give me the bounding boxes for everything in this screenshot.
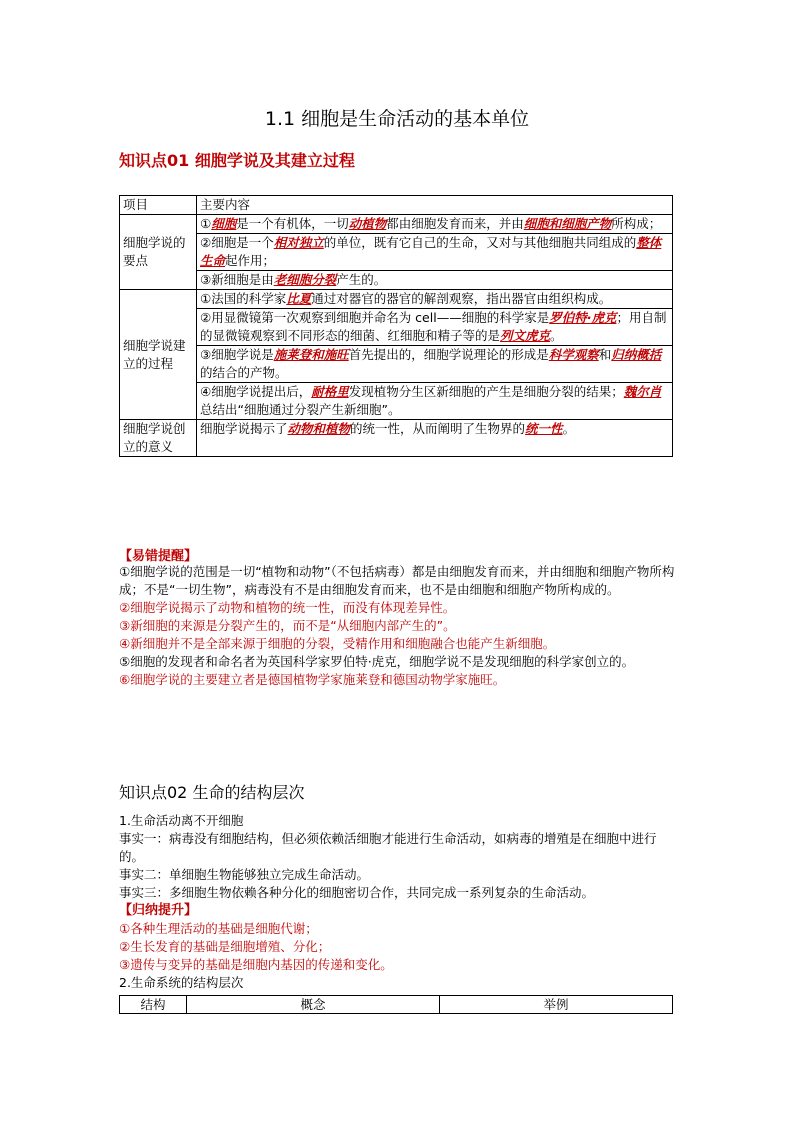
process-1: ①法国的科学家比夏通过对器官的器官的解剖观察，指出器官由组织构成。 xyxy=(197,290,673,309)
tip-item: ⑥细胞学说的主要建立者是德国植物学家施莱登和德国动物学家施旺。 xyxy=(119,672,506,687)
category-process: 细胞学说建立的过程 xyxy=(120,290,197,420)
tip-item: ③新细胞的来源是分裂产生的，而不是“从细胞内部产生的”。 xyxy=(119,618,456,633)
tip-item: ⑤细胞的发现者和命名者为英国科学家罗伯特·虎克，细胞学说不是发现细胞的科学家创立的。 xyxy=(119,654,635,669)
header-content: 主要内容 xyxy=(197,196,673,215)
summary-item: ②生长发育的基础是细胞增殖、分化； xyxy=(119,939,331,954)
point-2: ②细胞是一个相对独立的单位，既有它自己的生命，又对与其他细胞共同组成的整体生命起作用； xyxy=(197,234,673,271)
header-structure: 结构 xyxy=(120,996,187,1014)
table-row xyxy=(120,271,673,290)
section-1-heading: 知识点01 细胞学说及其建立过程 xyxy=(119,151,355,170)
category-points: 细胞学说的要点 xyxy=(120,215,197,290)
table-header-row xyxy=(120,996,673,1014)
tips-list xyxy=(119,563,675,689)
process-3: ③细胞学说是施莱登和施旺首先提出的，细胞学说理论的形成是科学观察和归纳概括的结合的产物。 xyxy=(197,346,673,383)
section-2-heading: 知识点02 生命的结构层次 xyxy=(119,783,305,802)
subheading-2: 2.生命系统的结构层次 xyxy=(119,975,244,990)
process-4: ④细胞学说提出后，耐格里发现植物分生区新细胞的产生是细胞分裂的结果；魏尔肖总结出“细胞通过分裂产生新细胞”。 xyxy=(197,383,673,420)
fact-1: 事实一：病毒没有细胞结构，但必须依赖活细胞才能进行生命活动，如病毒的增殖是在细胞中进行的。 xyxy=(119,831,657,864)
table-row xyxy=(120,309,673,346)
tip-item: ④新细胞并不是全部来源于细胞的分裂，受精作用和细胞融合也能产生新细胞。 xyxy=(119,636,556,651)
summary-item: ③遗传与变异的基础是细胞内基因的传递和变化。 xyxy=(119,957,393,972)
meaning-1: 细胞学说揭示了动物和植物的统一性，从而阐明了生物界的统一性。 xyxy=(197,420,673,457)
section-2-body xyxy=(119,812,675,992)
table-row xyxy=(120,215,673,234)
fact-3: 事实三：多细胞生物依赖各种分化的细胞密切合作，共同完成一系列复杂的生命活动。 xyxy=(119,885,595,900)
header-item: 项目 xyxy=(120,196,197,215)
point-3: ③新细胞是由老细胞分裂产生的。 xyxy=(197,271,673,290)
tip-item: ①细胞学说的范围是一切“植物和动物”（不包括病毒）都是由细胞发育而来，并由细胞和细胞产物所构成；不是“一切生物”，病毒没有不是由细胞发育而来，也不是由细胞和细胞产物所构成的。 xyxy=(119,564,675,597)
life-system-table xyxy=(119,995,673,1014)
summary-heading: 【归纳提升】 xyxy=(119,903,198,918)
category-meaning: 细胞学说创立的意义 xyxy=(120,420,197,457)
cell-theory-table xyxy=(119,195,673,457)
header-concept: 概念 xyxy=(187,996,440,1014)
header-example: 举例 xyxy=(440,996,673,1014)
summary-item: ①各种生理活动的基础是细胞代谢； xyxy=(119,921,318,936)
page-title: 1.1 细胞是生命活动的基本单位 xyxy=(264,108,530,130)
table-header-row xyxy=(120,196,673,215)
table-row xyxy=(120,383,673,420)
process-2: ②用显微镜第一次观察到细胞并命名为 cell——细胞的科学家是罗伯特·虎克；用自制的显微镜观察到不同形态的细菌、红细胞和精子等的是列文虎克。 xyxy=(197,309,673,346)
fact-2: 事实二：单细胞生物能够独立完成生命活动。 xyxy=(119,867,370,882)
subheading-1: 1.生命活动离不开细胞 xyxy=(119,813,244,828)
table-row xyxy=(120,420,673,457)
tip-item: ②细胞学说揭示了动物和植物的统一性，而没有体现差异性。 xyxy=(119,600,456,615)
tips-heading: 【易错提醒】 xyxy=(119,549,198,564)
point-1: ①细胞是一个有机体，一切动植物都由细胞发育而来，并由细胞和细胞产物所构成； xyxy=(197,215,673,234)
table-row xyxy=(120,290,673,309)
table-row xyxy=(120,346,673,383)
table-row xyxy=(120,234,673,271)
